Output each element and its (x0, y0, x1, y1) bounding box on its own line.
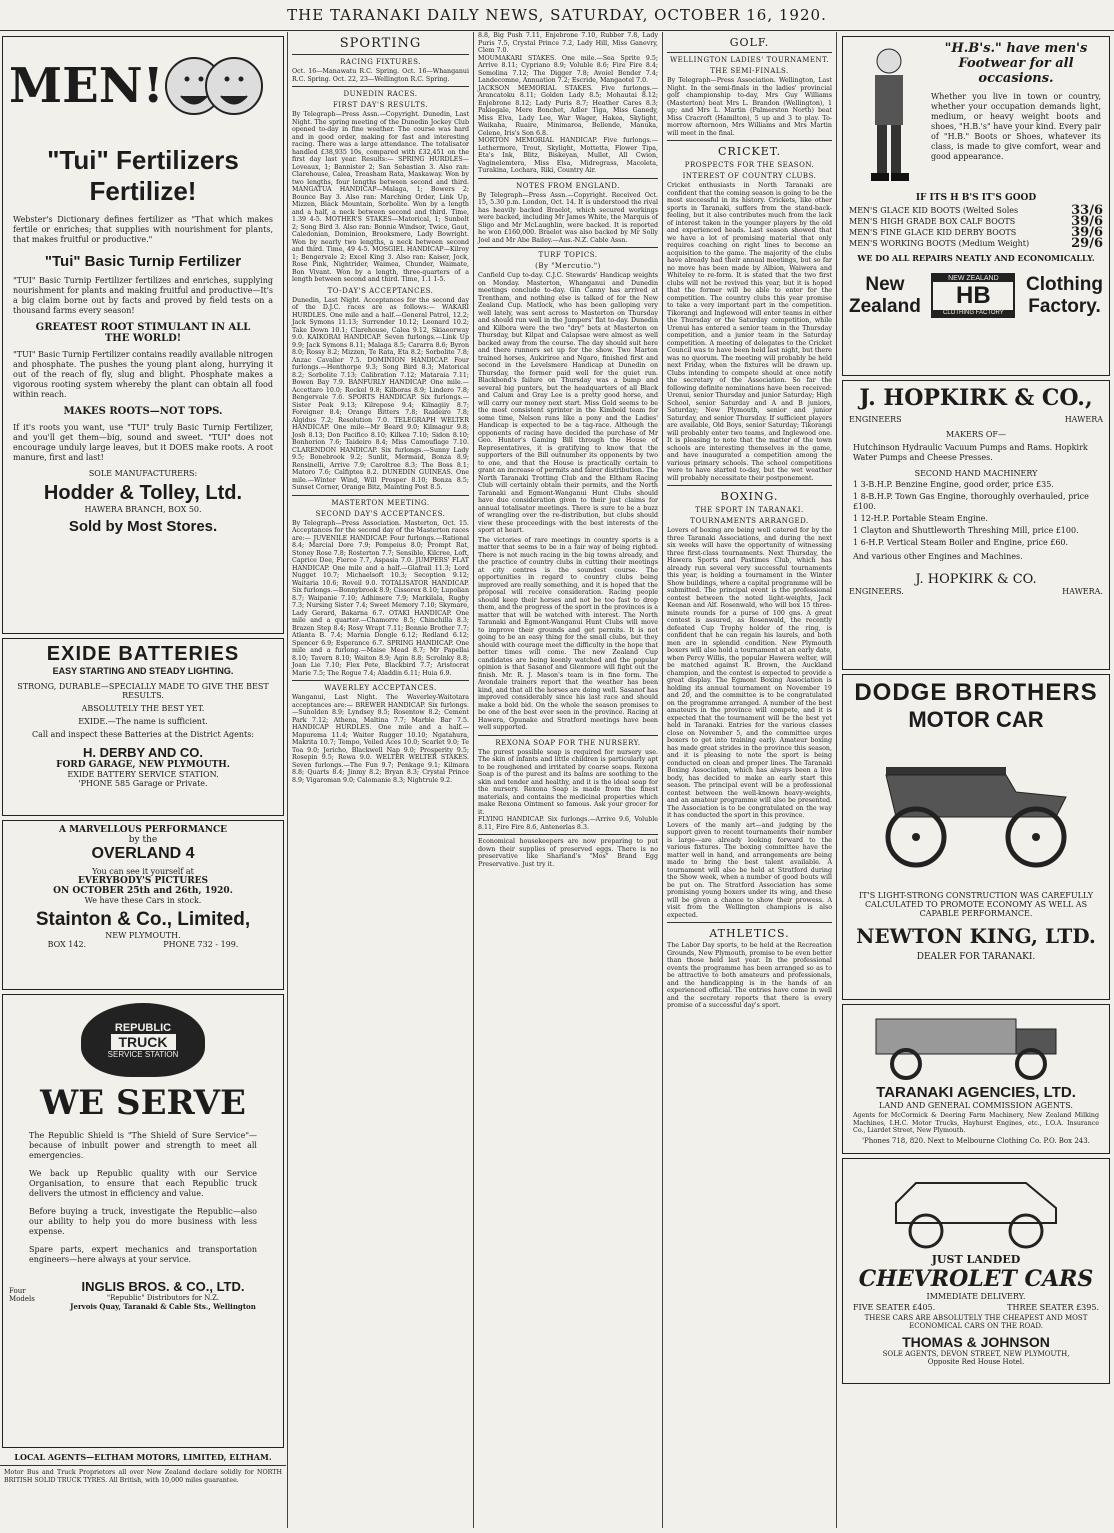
column-golf-cricket-boxing (664, 32, 835, 1528)
hbs-item-name: MEN'S GLACE KID BOOTS (Welted Soles (849, 206, 1019, 215)
cricket-body: Cricket enthusiasts in North Taranaki are confident that the coming season is going to be the most successful in its history. Crickets, like other sports in Taranaki, suffers from the stand-back-feeling, but it also contributes much from the lack of interest taken in the younger players by the old and experienced heads. Last season showed that we have a lot of promising material that only requires coaching on right lines to become an acquisition to the game. The majority of the clubs have already had their annual meetings, but so far no move has been made by Albion, Waiwera and Whiteley to re-form. It is stated that the two first clubs will not be revived this year, but it is hoped that the former will be able to enter for the competition. The country clubs this year promise to take a very important part in the competition. Tikorangi and Inglewood will enter teams in either the Thursday or the Saturday competition, while Urenui has entered a senior team in the Thursday competition, and a junior team in the Saturday competition. A meeting of delegates to the Cricket Council was to have been held last night, but there was no quorum. The meeting will probably be held next Friday, when the fixtures will be drawn up. Clubs intending to compete should at once notify the secretary of the Association. So far the following definite nominations have been received: Urenui, senior Thursday and junior Saturday; High School, senior Saturday and A and B juniors, Saturday; New Plymouth, senior and junior Saturday, and senior Thursday. If sufficient players are available, Old Boys, senior Saturday; Tikorangi will probably enter two teams, and Inglewood one. It is pleasing to note that the matter of the town schools are interesting themselves in the game, and have inaugurated a competition among the various primary schools. The school competitions were to have started to-day, but the wet weather will probably necessitate their postponement. (667, 182, 832, 482)
hopkirk-machinery-item: 1 6-H.P. Vertical Steam Boiler and Engine, price £60. (853, 538, 1069, 547)
hbs-item-price: 39/6 (1071, 214, 1103, 229)
golf-semi-finals: THE SEMI-FINALS. (710, 67, 789, 75)
exide-line-3: EXIDE.—The name is sufficient. (78, 717, 208, 726)
chevrolet-delivery: IMMEDIATE DELIVERY. (926, 1292, 1026, 1301)
column-sporting (289, 32, 472, 1528)
overland-marvellous: A MARVELLOUS PERFORMANCE (58, 825, 228, 835)
chevrolet-title: CHEVROLET CARS (858, 1266, 1094, 1292)
boxing-body: Lovers of boxing are being well catered for by the three Taranaki Associations, and during the next six weeks will have the opportunity of witnessing three first-class tournaments. Next Thursday, the Hawera Sports and Pastimes Club, which has already run several very successful tournaments this year, is holding a tournament in the Winter Show buildings, where a capital programme will be submitted. The principal event is the professional contest between the noted light-weights, Jack Keenan and Alf. Rosenwald, who will box 15 three-minute rounds for a purse of 100 gns. A great contest is assured, as Rosenwald, the recently defeated Cup Trophy holder of the ring, is confident that he can regain his laurels, and both men are in splendid condition. New Plymouth boxers will also hold a tournament at an early date, when Percy Willis, the popular Hawera welter, will be matched against R. Brown, the Auckland champion, and the contest is expected to provide a great display. The Egmont Boxing Association is holding its annual tournament on November 19 and 20, and the committee is to be congratulated on the programme arranged. A number of the best amateurs in the province will compete, and it is expected that the tournament will be the best yet held in Taranaki. Entries for the various classes close on November 5, and the committee urges boxers to get into training early. Amateur boxing has made great strides in the province this season, and it is pleasing to note the sport is being conducted on clean and proper lines. The Taranaki Boxing Association, which has always been a live body, has decided to make an early start this season. The principal event will be a professional contest between the well-known heavy-weights, and an amateur programme will also be presented. The Association is to be congratulated on the way it has conducted the sport in this province. (667, 527, 832, 819)
chevrolet-agents: SOLE AGENTS, DEVON STREET, NEW PLYMOUTH, (882, 1350, 1070, 1358)
turf-topics-heading: TURF TOPICS. (538, 251, 598, 259)
golf-heading: GOLF. (729, 36, 770, 49)
hbs-item-name: MEN'S HIGH GRADE BOX CALF BOOTS (849, 217, 1016, 226)
hopkirk-machinery-item: 1 3-B.H.P. Benzine Engine, good order, price £35. (853, 480, 1054, 489)
dodge-body: IT'S LIGHT-STRONG CONSTRUCTION WAS CAREFULLY CALCULATED TO PROMOTE ECONOMY AS WELL AS CAPABLE PERFORMANCE. (859, 891, 1093, 918)
tui-fertilize: Fertilize! (89, 176, 197, 206)
exide-phone: 'PHONE 585 Garage or Private. (78, 779, 208, 788)
rexona-heading: REXONA SOAP FOR THE NURSERY. (495, 738, 641, 747)
tui-body-2: "TUI" Basic Turnip Fertilizer contains readily available nitrogen and phosphate. The pushes the young plant along, hurrying it out of the reach of fly, slug and blight. Phosphate makes a vigorous rooting system whereby the plant can obtain all food within reach. (13, 350, 273, 399)
hbs-price-list (849, 205, 1103, 249)
waverley-continued: 8.8, Big Push 7.11, Enjebrone 7.10, Rubber 7.8, Lady Puris 7.5, Crystal Prince 7.2, Lady Hill, Miss Ganevry, Clem 7.0. (478, 32, 658, 54)
hbs-price-row (849, 227, 1103, 238)
column-rule (287, 32, 288, 1528)
chevrolet-just-landed: JUST LANDED (931, 1253, 1021, 1266)
hbs-title-1: "H.B's." have men's Footwear for all (944, 41, 1088, 71)
republic-address: Jervois Quay, Taranaki & Cable Sts., Wellington (70, 1302, 256, 1311)
hbs-body: Whether you live in town or country, whether your occupation demands light, medium, or heavy weight boots and shoes, "H.B.'s" have your kind. Every pair of "H.B." Boots or Shoes, whatever its class, is made to give comfort, wear and good appearance. (931, 92, 1101, 161)
turf-topics-body: Canfield Cup to-day. C.J.C. Stewards' Handicap weights on Monday. Masterton, Whanganui and Dunedin meetings conclude to-day. Gin Canny has arrived at Trentham, and nothing else is talked of for the New Zealand Cup. Matlock, who has been galloping very well lately, was sent across to Masterton on Thursday and should run well in the Jumpers' flat to-day. Dunedin and Kilbora were the two "dry" bets at Masterton on Thursday, but Kilpat and Calapsae were almost as well backed away from the course. The day should suit here and there runners set up for the show. Two Marton trained horses, Aukiriree and Ngaro, finished first and second in the Levelsmere Handicap at Dunedin on Thursday, the former paid well for the quiet run. Blackbond's failure on Thursday was a bump and several big punters, but the headquarters of all Black and Calum and Gray Lee is a pretty good horse, and will carry our money next start. Miss Gold seems to be the most consistent sprinter in the Kimboid team for some time, Nelson runs like a pony and the Ladies' Handicap is expected to be a tag-race. Although the opponents of racing have decided the purchase of Mr Geo. Hunter's Gaming Bill through the House of Representatives, it is gratifying to know that the supporters of the Bill outnumber its opponents by two to one, and that the House is practically certain to grant an increase of permits and fairer distribution. The North Taranaki Trotting Club and the Eltham Racing Club will certainly obtain their permits, and the North Taranaki and Egmont-Wanganui Hunt Clubs should have due consideration given to their just claims for annual totalisator meetings. There is sure to be a buzz of wrangling over the re-distribution, but clubs should view these proceedings with the best interests of the sport at heart. (478, 272, 658, 534)
todays-acceptances-heading: TO-DAY'S ACCEPTANCES. (327, 286, 434, 295)
republic-back-text: We back up Republic quality with our Service Organisation, to ensure that each Republic truck delivers the utmost in efficiency and value. (29, 1169, 257, 1198)
dodge-title-2: MOTOR CAR (908, 707, 1044, 732)
republic-local-agents: LOCAL AGENTS—ELTHAM MOTORS, LIMITED, ELTHAM. (14, 1452, 272, 1462)
hbs-new: New (865, 273, 905, 295)
masthead: THE TARANAKI DAILY NEWS, SATURDAY, OCTOBER 16, 1920. (0, 0, 1114, 31)
tui-definition: Webster's Dictionary defines fertilizer as "That which makes fertile or enriches; that supplies with nourishment for plants, that makes fruitful or productive." (13, 215, 273, 244)
laughing-men-illustration (159, 41, 269, 131)
golf-body: By Telegraph—Press Association. Wellington, Last Night. In the semi-finals in the ladies' provincial golf championship to-day, Mrs Guy Williams (Masterton) beat Mrs L. Brandon (Wellington), 1 up; and Mrs L. Martin (Palmerston North) beat Miss Cracroft (Hamilton), 5 up and 3 to play. To-morrow afternoon, Mrs Williams and Mrs Martin will meet in the final. (667, 77, 832, 137)
taranaki-agencies-title: TARANAKI AGENCIES, LTD. (876, 1084, 1076, 1101)
hbs-logo (931, 273, 1015, 318)
exide-station: EXIDE BATTERY SERVICE STATION. (67, 770, 219, 779)
republic-logo-mid: TRUCK (111, 1034, 176, 1050)
dunedin-acceptances: Dunedin, Last Night. Acceptances for the second day of the D.J.C. races are as follows:— WAKARI HURDLES. One mile and a half.—General Patrol, 12.2; Jack Symons 11.13; Surrender 10.12; Leonard 10.2; Take Down 10.1; Clarehouse, Calea 9.12, Skiaeorway 9.0. KAIKORAI HANDICAP. Seven furlongs.—Link Up 9.9; Jack Symons 8.11; Malaga 8.5; Cararra 8.6; Byron 8.0; Rossy 8.2; Mizzen, Te Rata, Eta 8.2; Sorbolite 7.8; Anzac Cavalier 7.5. DOMINION HANDICAP. Four furlongs.—Henthorpe 9.3; Song Bird 8.3; Matorical 8.2; Sorbolite 7.13; Calibration 7.12; Mataraia 7.11; Bowen Bay 7.9. BANFURLY HANDICAP. One mile.—Accettaro 10.0; Rockel 9.8; Kilboras 8.9; Lindero 7.8; Bengervale 7.6. SPORTS HANDICAP. Six furlongs.—Sister Peak 9.13; Kilrepose 9.4; Kilnagiiy 8.7; Foreigner 8.4; Orange Bitters 7.8; Raideiro 7.8; Algidus 7.2; Resolution 7.0. TELEGRAPH WELTER HANDICAP. One mile—Mr Beard 9.0; Kilmagur 9.8; Josh 8.13; Don Pacifico 8.10; Kilkea 7.10; Sidon 8.10; Bonhorion 7.6; Taideiro 8.4; Miss Camouflage 7.10. CLARENDON HANDICAP. Six furlongs.—Sunny Lady 9.5; Bonebrook 9.2; Sunlit, Mermaid, Bonza 8.9; Rensinelli, Arrive 7.9; Caroltree 8.3; The Boss 8.1; Matoro 7.6; Calfiptea 8.2. DUNEDIN GUINEAS. One mile.—Winter Wind, Will Prosper 8.10; Bonza 8.5; Sunset Corner, Orange Bitz, Mainting Post 8.5. (292, 296, 469, 491)
second-day-heading: SECOND DAY'S ACCEPTANCES. (315, 509, 446, 518)
republic-spare-text: Spare parts, expert mechanics and transportation engineers—here always at your service. (29, 1245, 257, 1264)
truck-illustration (856, 1009, 1096, 1084)
exide-agent: H. DERBY AND CO. (83, 745, 203, 760)
column-rule (662, 32, 663, 1528)
boxing-tournaments: TOURNAMENTS ARRANGED. (690, 517, 809, 525)
taranaki-agencies-phone: 'Phones 718, 820. Next to Melbourne Clothing Co. P.O. Box 243. (862, 1136, 1090, 1145)
chevrolet-dealer: THOMAS & JOHNSON (902, 1334, 1050, 1350)
tui-greatest: GREATEST ROOT STIMULANT IN ALL THE WORLD! (35, 322, 251, 344)
republic-models: Four Models (9, 1287, 35, 1303)
hopkirk-second-hand: SECOND HAND MACHINERY (914, 469, 1038, 478)
hbs-footwear-ad (842, 36, 1110, 376)
athletics-heading: ATHLETICS. (709, 927, 790, 940)
notes-from-england-heading: NOTES FROM ENGLAND. (516, 181, 620, 190)
exide-line-1: STRONG, DURABLE—SPECIALLY MADE TO GIVE THE BEST RESULTS. (17, 682, 269, 700)
hbs-repairs: WE DO ALL REPAIRS NEATLY AND ECONOMICALLY. (857, 253, 1095, 263)
hopkirk-makes: Hutchinson Hydraulic Vacuum Pumps and Rams. Hopkirk Water Pumps and Cheese Presses. (853, 443, 1088, 462)
exide-garage: FORD GARAGE, NEW PLYMOUTH. (56, 760, 230, 770)
racing-fixtures-heading: RACING FIXTURES. (340, 58, 421, 66)
taranaki-agencies-body: Agents for McCormick & Deering Farm Machinery, New Zealand Milking Machines, I.H.C. Motor Trucks, Hayhurst Engines, etc., I.O.A. Insurance Co., Liardet Street, New Plymouth. (853, 1112, 1099, 1134)
chevrolet-five-seater: FIVE SEATER £405. (853, 1303, 936, 1312)
overland-see: You can see it yourself at (92, 867, 194, 876)
republic-logo-bottom: SERVICE STATION (107, 1049, 179, 1059)
flying-handicap: FLYING HANDICAP. Six furlongs.—Arrive 9.6, Voluble 8.11, Fire Fire 8.6, Antenerlas 8.3. (478, 816, 658, 831)
column-advertisements-left (0, 32, 286, 1528)
waverley-heading: WAVERLEY ACCEPTANCES. (324, 684, 437, 692)
hopkirk-makers: MAKERS OF— (946, 430, 1006, 439)
hbs-item-price: 29/6 (1071, 236, 1103, 251)
hbs-title-2: occasions. (978, 71, 1054, 86)
republic-shield-logo (81, 1003, 205, 1077)
boxing-heading: BOXING. (720, 490, 779, 503)
sporting-heading: SPORTING (339, 36, 422, 51)
tui-basic-heading: "Tui" Basic Turnip Fertilizer (44, 253, 242, 270)
column-rule (473, 32, 474, 1528)
overland-phone: PHONE 732 - 199. (163, 940, 239, 949)
notes-from-england: By Telegraph—Press Assn.—Copyright. Received Oct. 15, 5.30 p.m. London, Oct. 14. It is understood the rival has heavily backed Braelot, which secured workings were backed, including Mr James White, the Marquis of Sligo and Mr McLaughlin, were backed. It is reported he won £160,000. Braelot was also backed by Mr Solly Joel and Mr Abe Bailey.—Aus.-N.Z. Cable Assn. (478, 191, 658, 244)
hopkirk-various: And various other Engines and Machines. (853, 552, 1023, 561)
hbs-price-row (849, 216, 1103, 227)
exide-subtitle: EASY STARTING AND STEADY LIGHTING. (52, 666, 234, 676)
hbs-factory: Factory. (1028, 295, 1101, 317)
dodge-dealer: NEWTON KING, LTD. (856, 924, 1096, 948)
dodge-title-1: DODGE BROTHERS (854, 679, 1098, 706)
overland-box: BOX 142. (47, 940, 87, 949)
republic-truck-ad (2, 994, 284, 1448)
taranaki-agencies-ad (842, 1004, 1110, 1154)
overland-dealer: Stainton & Co., Limited, (35, 909, 251, 930)
chevrolet-claim: THESE CARS ARE ABSOLUTELY THE CHEAPEST AND MOST ECONOMICAL CARS ON THE ROAD. (864, 1314, 1088, 1330)
dunedin-results: By Telegraph—Press Assn.—Copyright. Dunedin, Last Night. The spring meeting of the Dunedin Jockey Club opened to-day in fine weather. The course was hard and in good order, making for fast and interesting racing. There was a large attendance. The totalisator handled £38,935 10s, compared with £32,451 on the first day last year. Results:— SPRING HURDLES—Loveaux, 1; Bannister 2; San Sebastian 3. Also ran: Clarehouse, Calea, Treasham Rata, Maskaway. Won by two lengths, four lengths between second and third. MANGATUA HANDICAP—Malaga, 1; Bowers 2; Bounce Bay 3. Also ran: Marching Order, Link Up, Mizzen, Black Mountain, Sorbolite. Won by a length and a half, a neck between second and third. Time, 1.39 4-5. MOTHER'S STAKES—Matorical, 1; Sunbolt 2; Song Bird 3. Also ran: Bonnie Windsor, Twice, Gaut, Caledonian, Dominion, Brooksmere, Lady Bowright. Won by nearly two lengths, a neck between second and third. Time, 49 4-5. MOSGIEL HANDICAP—Kilroy 1; Bengervale 2; Excel King 3. Also ran: Kaiser, Jock, Rose Pink, Nightrider, Waimea, Chunder, Waimate, Bon Vivant. Won by a length, three-quarters of a length between second and third. Time, 1.1 1-5. (292, 111, 469, 283)
waverley-acceptances: Wanganui, Last Night. The Waverley-Waitotara acceptances are:— BREWER HANDICAP. Six furlongs.—Sunolden 8.9; Lyndsey 8.5; Rosentow 8.2; Cement Park 7.12; Athena, Maltina 7.7; Marble Bar 7.5. HANDICAP HURDLES. One mile and a half.—Mapurema 11.4; Waiter Rugger 10.10; Ngatahura, Makrita 10.7; Tempo, Veiled Aces 10.0; Scarlet 9.0; Te Toa 9.0; Jericho, Blackwell Nap 9.0; Prosperity 9.5; Rosepin 9.5; Rewa 9.0. WELTER WELTER STAKES. Seven furlongs.—The Fun 9.7; Penkage 9.1; Kilmara 8.8; Quarts 8.4; Jinmy 8.2; Bryan 8.3; Crystal Prince 8.9; Vigaroman 9.0; Calomanie 8.3; Nightrule 9.2. (292, 694, 469, 784)
overland-town: NEW PLYMOUTH. (105, 931, 181, 940)
hbs-fits-slogan: IF ITS H B'S IT'S GOOD (915, 193, 1037, 203)
column-sporting-continued (475, 32, 661, 1528)
hbs-item-price: 39/6 (1071, 225, 1103, 240)
hbs-logo-bottom: CLOTHING FACTORY (933, 310, 1013, 316)
exide-line-4: Call and inspect these Batteries at the District Agents: (32, 730, 254, 739)
first-day-heading: FIRST DAY'S RESULTS. (332, 101, 429, 109)
chevrolet-car-illustration (876, 1163, 1076, 1253)
mos-egg-preservative-notice: Economical housekeepers are now preparing to put down their supplies of preserved eggs. There is no preservative like Sharland's "Mos" Brand Egg Preservative. Just try it. (478, 838, 658, 868)
dodge-brothers-ad (842, 674, 1110, 1000)
chevrolet-opposite: Opposite Red House Hotel. (927, 1358, 1025, 1366)
hopkirk-title: J. HOPKIRK & CO., (859, 385, 1093, 411)
republic-shield-text: The Republic Shield is "The Shield of Sure Service"—because of inbuilt power and strength to meet all emergencies. (29, 1131, 257, 1160)
cricket-prospects: PROSPECTS FOR THE SEASON. (684, 161, 815, 169)
hopkirk-machinery-list (849, 480, 1103, 548)
tui-sold: Sold by Most Stores. (68, 518, 218, 535)
athletics-body: The Labor Day sports, to be held at the Recreation Grounds, New Plymouth, promise to be even better than those held last year. In the professional events the programme has been arranged so as to be attractive to both amateurs and professionals, and the handicapping is in the hands of an experienced official. The entries have come in well and the secretary reports that there is every promise of a successful day's sport. (667, 942, 832, 1009)
men-heading: MEN! (9, 58, 164, 114)
golf-subheading: WELLINGTON LADIES' TOURNAMENT. (669, 56, 829, 64)
overland-cars: We have these Cars in stock. (84, 896, 202, 905)
turf-topics-byline: (By "Mercutio.") (535, 262, 601, 270)
dunedin-races-heading: DUNEDIN RACES. (343, 90, 418, 98)
rexona-body: The purest possible soap is required for nursery use. The skin of infants and little children is particularly apt to be roughened and irritated by coarse soaps. Rexona Soap is of the purest and its balms are soothing to the skin and tender and healthy, and it is the ideal soap for the nursery. Rexona Soap is made from the finest materials, and contains the medicinal properties which make Rexona Ointment so famous. Ask your grocer for it. (478, 748, 658, 816)
masterton-heading: MASTERTON MEETING. (331, 498, 430, 507)
hopkirk-machinery-item: 1 8-B.H.P. Town Gas Engine, thoroughly overhauled, price £100. (853, 492, 1089, 511)
hopkirk-machinery-item: 1 Clayton and Shuttleworth Threshing Mill, price £100. (853, 526, 1079, 535)
tui-body-1: "TUI" Basic Turnip Fertilizer fertilizes and enriches, supplying nourishment for plants and making fruitful and productive—It's a big claim borne out by facts and proved by field tests on a thousand farms every season! (13, 276, 273, 315)
republic-dealer: INGLIS BROS. & CO., LTD. (81, 1279, 245, 1294)
hopkirk-machinery-item: 1 12-H.P. Portable Steam Engine. (853, 514, 988, 523)
moumakari-stakes: MOUMAKARI STAKES. One mile.—Sea Sprite 9.5; Arrive 8.11; Cypriano 8.9; Voluble 8.6; Fire Fire 8.4; Semolina 7.12; The Digger 7.8; Avoiel Bender 7.4; Landecomne, Annuation 7.2; Escride, Mangaotel 7.0. (478, 54, 658, 84)
republic-distributors: "Republic" Distributors for N.Z. (106, 1294, 220, 1302)
chevrolet-ad (842, 1158, 1110, 1384)
jackson-memorial-stakes: JACKSON MEMORIAL STAKES. Five furlongs.—Arancatoku 8.11; Golden Lady 8.5; Mohautai 8.12; Enjebrone 8.12; Lady Puris 8.7; Heather Cares 8.3; Pakiegale, Mere Bonchet, Adler Tiga, Miss Ganedy, Miss Elva, Lady Lee, War Wager, Hakea, Skylight, Waikaha, Ruaire, Minimaroa, Bellende, Manuka, Celene, Iris's Son 6.8. (478, 84, 658, 137)
tui-sole-manufacturers: SOLE MANUFACTURERS: (88, 469, 198, 478)
hbs-price-row (849, 205, 1103, 216)
hbs-price-row (849, 238, 1103, 249)
taranaki-agencies-sub: LAND AND GENERAL COMMISSION AGENTS. (879, 1101, 1073, 1110)
hbs-logo-mid: HB (956, 282, 991, 309)
tui-body-3: If it's roots you want, use "TUI" truly Basic Turnip Fertilizer, and you'll get them—big, sound and sweet. "TUI" does not encourage unduly large leaves, but it DOES make roots. A root manure, first and last! (13, 423, 273, 462)
overland-by: by the (128, 835, 158, 845)
hopkirk-sig-hawera: HAWERA. (1062, 587, 1103, 596)
column-rule (836, 32, 837, 1528)
tui-branch: HAWERA BRANCH, BOX 50. (84, 505, 202, 514)
hbs-item-name: MEN'S WORKING BOOTS (Medium Weight) (849, 239, 1030, 248)
republic-logo-top: REPUBLIC (114, 1021, 172, 1034)
exide-title: EXIDE BATTERIES (46, 643, 240, 665)
overland-ad (2, 820, 284, 990)
column-advertisements-right (838, 32, 1114, 1528)
racing-fixtures: Oct. 16—Manawatu R.C. Spring. Oct. 16—Whanganui R.C. Spring. Oct. 22, 23—Wellington R.C. Spring. (292, 68, 469, 83)
republic-invest-text: Before buying a truck, investigate the Republic—also our ability to help you do more business with less expense. (29, 1207, 257, 1236)
exide-batteries-ad (2, 638, 284, 816)
hopkirk-engineers: ENGINEERS (849, 415, 902, 424)
hbs-zealand: Zealand (849, 295, 921, 317)
masterton-acceptances: By Telegraph—Press Association. Masterton, Oct. 15. Acceptances for the second day of the Masterton races are:— JUVENILE HANDICAP. Four furlongs.—Rational 8.4; Marcial Dore 7.9; Pompeius 8.0; Prompt Rat, Stoney Rose 7.8; Rosterton 7.7; Sensible, Kilcree, Loft, Caprice Dee, Fierce 7.7, Aspasia 7.0. JUMPERS' FLAT HANDICAP. One mile and a half.—Glafrail 11.3; Lord Nugget 10.7; Michaelsoft 10.3; Secoption 9.12; Waitaria 10.6; Roveil 9.0. TOTALISATOR HANDICAP. Six furlongs.—Bonnybrook 8.9; Cissorex 8.10; Lupolian 8.7; Waipanie 7.10; Adhimere 7.9; Markilala, Rugby 7.3; Nursing Sister 7.4; Sweet Memory 7.10; Skymare, Lady Gerard, Bakarna 6.7. OTAKI HANDICAP. One mile and a quarter.—Chamorre 8.5; Chinchilla 8.3; Brazen Step 8.4; Rosy Wrapt 7.11; Bonnie Brother 7.7; Atlanta B. 7.4; Marnia Dongle 6.12; Redland 6.12; Spencer 6.9; Esperance 6.7. SPRING HANDICAP. One mile and a furlong.—Maise Mead 8.7; Mr Papellai 8.10; Tavern 8.10; Waiton 8.9; Agin 8.8; Scrolnky 8.8; Joan Lie 7.10; Flex Pete, Blackbird 7.7; Aristocrat Marie 7.5; The Rogue 7.4; Aladdin 6.11; Huia 6.9. (292, 519, 469, 677)
cricket-heading: CRICKET. (718, 145, 781, 158)
hopkirk-hawera: HAWERA (1064, 415, 1103, 424)
hopkirk-ad (842, 380, 1110, 670)
chevrolet-three-seater: THREE SEATER £395. (1007, 1303, 1099, 1312)
hbs-logo-top: NEW ZEALAND (933, 275, 1013, 282)
overland-dates: ON OCTOBER 25th and 26th, 1920. (53, 886, 233, 896)
turf-topics-continued: The victories of rare meetings in country sports is a matter that seems to be in a fair way of being righted. There is not much racing in the big towns already, and the practice of country clubs in cutting their meetings at city centres is the soundest course. The opportunities in regard to country clubs being improved are really something, and it is hoped that the proposal will receive consideration. Racing people should keep their horses and not be too fast to drop them, and the progress of the sport in the provinces is a matter that will be watched with interest. The North Taranaki and Egmont-Wanganui Hunt Clubs will move to improve their grounds and get permits. It is not going to be an easy thing for the small clubs, but they should with courage meet the difficulty in the hope that better times will come. The new Zealand Cup candidates are being keenly watched and the popular opinion is that Sasanof and Glenmore will fight out the finish. Mr. R. J. Mason's team is in fine form. The Avondale trainers report that the weather has been kind, and that all the horses are doing well. Sasanof has improved considerably since his last race and should make a bold bid. On the whole the season promises to be one of the best ever seen in the province. Racing at Hawera, Opunake and Stratford meetings have been well supported. (478, 536, 658, 731)
morton-memorial-handicap: MORTON MEMORIAL HANDICAP. Five furlongs.—Lethermore, Trout, Skylight, Mottetta, Flower Tipa, Eta's Ink, Blitz, Biskeyan, Mullet, All Cwion, Vaginelemtera, Miss Elsa, Midregrass, Macoleta, Turakina, Lochara, Riki, Country Air. (478, 137, 658, 174)
dodge-dealer-for: DEALER FOR TARANAKI. (916, 952, 1036, 962)
hopkirk-signature: J. HOPKIRK & CO. (915, 572, 1037, 587)
boxing-sport-in-taranaki: THE SPORT IN TARANAKI. (695, 506, 804, 514)
tui-maker: Hodder & Tolley, Ltd. (43, 482, 243, 504)
tui-makes-roots: MAKES ROOTS—NOT TOPS. (63, 406, 223, 417)
north-british-tyres-notice: Motor Bus and Truck Proprietors all over New Zealand declare solidly for NORTH BRITISH SOLID TRUCK TYRES. All British, with 10,000 miles guarantee. (4, 1469, 282, 1484)
man-in-boots-illustration (849, 41, 929, 191)
overland-pictures: EVERYBODY'S PICTURES (77, 876, 209, 886)
tui-fertilizer-ad (2, 36, 284, 634)
dodge-car-illustration (856, 737, 1096, 887)
hbs-clothing: Clothing (1025, 273, 1103, 295)
hbs-item-name: MEN'S FINE GLACE KID DERBY BOOTS (849, 228, 1017, 237)
boxing-continued: Lovers of the manly art—and judging by the support given to recent tournaments their number is large—are already looking forward to the various fixtures. The boxing committee have the matter well in hand, and arrangements are being made to bring the best talent available. A tournament will also be held at Stratford during the Show week, when a number of good bouts will be put on. The Stratford Association has some promising young boxers under its wing, and these will be given a chance to show their prowess. A visit from the Wellington champions is also expected. (667, 821, 832, 919)
overland-name: OVERLAND 4 (91, 845, 195, 862)
exide-line-2: ABSOLUTELY THE BEST YET. (81, 704, 205, 713)
cricket-country-clubs: INTEREST OF COUNTRY CLUBS. (682, 172, 817, 180)
tui-title: "Tui" Fertilizers (47, 145, 239, 175)
republic-we-serve: WE SERVE (40, 1083, 246, 1123)
hbs-item-price: 33/6 (1071, 203, 1103, 218)
hopkirk-sig-engineers: ENGINEERS. (849, 587, 904, 596)
